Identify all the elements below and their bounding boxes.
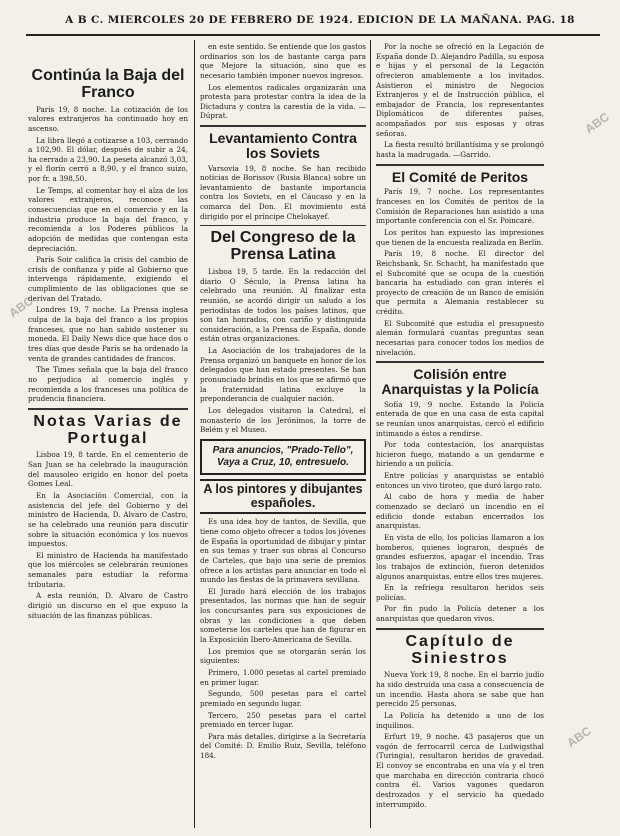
article-paragraph: Los peritos han expuesto las impresiones que tienen de la encuesta realizada en Berlín. xyxy=(376,227,544,247)
article-paragraph: Varsovia 19, 8 noche. Se han recibido noticias de Borissov (Rusia Blanca) sobre un levantamiento de bastante importancia contra los Soviets, en el Cáucaso y en la comarca del Don. El movimiento está dirigido por el príncipe Chelokayef. xyxy=(200,163,366,221)
article-paragraph: Nueva York 19, 8 noche. En el barrio judío ha sido destruida una casa a consecuencia de un incendio. Hasta ahora se sabe que han perecido 25 personas. xyxy=(376,670,544,709)
article-paragraph: Para más detalles, dirigirse a la Secretaría del Comité: D. Emilio Ruiz, Sevilla, teléfono 184. xyxy=(200,731,366,761)
article-paragraph: El Subcomité que estudia el presupuesto alemán formulará cuantas preguntas sean necesarias para conocer todos los medios de nivelación. xyxy=(376,318,544,357)
article-paragraph: Es una idea hoy de tantos, de Sevilla, que tiene como objeto ofrecer a todos los jóvenes de España la oportunidad de dibujar y pintar en sus temas y traer sus obras al Concurso de Carteles, que bajo una serie de premios ofrece a los artistas para anunciar en todo el mundo las fiestas de la primavera sevillana. xyxy=(200,517,366,585)
article-paragraph: Le Temps, al comentar hoy el alza de los valores extranjeros, reconoce las consecuencias que en el comercio y en la industria produce la baja del franco, y recomienda a los Poderes públicos la adopción de medidas que contengan esta depreciación. xyxy=(28,185,188,253)
article-paragraph: París 19, 7 noche. Los representantes franceses en los Comités de peritos de la Comisión de Reparaciones han asistido a una importante conferencia con el Sr. Poincaré. xyxy=(376,187,544,226)
article-paragraph: Por fin pudo la Policía detener a los anarquistas que quedaron vivos. xyxy=(376,604,544,624)
article-paragraph: La fiesta resultó brillantísima y se prolongó hasta la madrugada. —Garrido. xyxy=(376,140,544,160)
article-paragraph: en este sentido. Se entiende que los gastos ordinarios son los de bastante carga para que Mejore la situación, sino que es necesario también imponer nuevos ingresos. xyxy=(200,42,366,80)
abc-watermark: ABC xyxy=(6,293,36,321)
article-paragraph: La Policía ha detenido a uno de los inquilinos. xyxy=(376,710,544,730)
article-paragraph: En vista de ello, los policías llamaron a los bomberos, quienes lograron, después de grandes esfuerzos, apagar el incendio. Tras los trabajos de extinción, fueron detenidos algunos anarquistas, entre ellos tres mujeres. xyxy=(376,532,544,581)
header-rule xyxy=(26,34,600,36)
article-paragraph: La Asociación de los trabajadores de la Prensa organizó un banquete en honor de los delegados que han estado presentes. Se han pronunciado brindis en los que se afirmó que la fraternidad latina excluye la preponderancia de cualquier nación. xyxy=(200,346,366,404)
article-paragraph: Lisboa 19, 5 tarde. En la redacción del diario O Século, la Prensa latina ha celebrado una reunión. Al finalizar esta reunión, se acordó dirigir un saludo a los periodistas de todos los países latinos, que son tan honrados, con cariño y distinguida consideración, a la Prensa de España, donde están otras organizaciones. xyxy=(200,266,366,344)
article-paragraph: Por toda contestación, los anarquistas hicieron fuego, matando a un gendarme e hiriendo a un policía. xyxy=(376,440,544,469)
column-rule xyxy=(194,40,195,828)
section-divider xyxy=(28,408,188,410)
headline-soviets: Levantamiento Contra los Soviets xyxy=(209,130,357,161)
abc-watermark: ABC xyxy=(582,109,612,137)
article-paragraph: The Times señala que la baja del franco no perjudica al comercio inglés y recomienda a los franceses una política de prudencia financiera. xyxy=(28,365,188,404)
headline-portugal: Notas Varias de Portugal xyxy=(33,412,183,447)
article-paragraph: Los delegados visitaron la Catedral, el monasterio de los Jerónimos, la torre de Belém y el Museo. xyxy=(200,405,366,435)
article-paragraph: Erfurt 19, 9 noche. 43 pasajeros que un vagón de ferrocarril cerca de Ludwigsthal (Turingia), resultaron heridos de gravedad. El convoy se encontraba en una vía y el tren que marchaba en dirección contraria chocó contra él. Varios vagones quedaron destrozados y el servicio ha quedado interrumpido. xyxy=(376,732,544,809)
article-paragraph: Por la noche se ofreció en la Legación de España donde D. Alejandro Padilla, su esposa e hijas y el personal de la Legación ofrecieron amablemente a los invitados. Asistieron el ministro de Negocios Extranjeros y el de Instrucción pública, el embajador de Francia, los representantes Diplomáticos de diferentes países, acompañados por sus esposas y otras señoras. xyxy=(376,42,544,138)
article-paragraph: París 19, 8 noche. El director del Reichsbank, Sr. Schacht, ha manifestado que el Subcomité que se ocupa de la cuestión bancaria ha estudiado con gran interés el proyecto de creación de un Banco de emisión que permita a Alemania restablecer su crédito. xyxy=(376,249,544,317)
article-paragraph: El Jurado hará elección de los trabajos presentados, las normas que han de seguir los concursantes para sus exposiciones de obras y las condiciones a que deben someterse los carteles que han de figurar en la Exposición Ibero-Americana de Sevilla. xyxy=(200,586,366,645)
article-paragraph: París 19, 8 noche. La cotización de los valores extranjeros ha continuado hoy en ascenso. xyxy=(28,104,188,133)
article-paragraph: En la Asociación Comercial, con la asistencia del jefe del Gobierno y del ministro de Hacienda, D. Alvaro de Castro, se ha celebrado una reunión para discutir sobre la situación económica y los nuevos impuestos. xyxy=(28,490,188,549)
article-paragraph: El ministro de Hacienda ha manifestado que los miércoles se celebrarán reuniones semanales para estudiar la reforma tributaria. xyxy=(28,550,188,589)
headline-peritos: El Comité de Peritos xyxy=(391,168,529,185)
headline-prensa-latina: Del Congreso de la Prensa Latina xyxy=(210,229,356,264)
abc-watermark: ABC xyxy=(564,723,594,751)
section-divider xyxy=(200,125,366,127)
article-paragraph: París Soir califica la crisis del cambio de crisis de confianza y pide al Gobierno que intervenga rápidamente, exigiendo el cumplimiento de las obligaciones que se derivan del Tratado. xyxy=(28,255,188,303)
advertisement-box: Para anuncios, "Prado-Tello", Vaya a Cruz, 10, entresuelo. xyxy=(200,439,366,475)
article-paragraph: Lisboa 19, 8 tarde. En el cementerio de San Juan se ha celebrado la inauguración del mausoleo erigido en honor del poeta Gomes Leal. xyxy=(28,450,188,489)
section-divider xyxy=(376,361,544,363)
article-paragraph: Los elementos radicales organizarán una protesta para protestar contra la idea de la Dictadura y contra la carestía de la vida. —Dúprat. xyxy=(200,82,366,121)
article-paragraph: Sofía 19, 9 noche. Estando la Policía enterada de que en una casa de esta capital se reunían unos anarquistas, cercó el edificio intimando a éstos a rendirse. xyxy=(376,399,544,438)
article-paragraph: Tercero, 250 pesetas para el cartel premiado en tercer lugar. xyxy=(200,710,366,730)
article-paragraph: La libra llegó a cotizarse a 103, cerrando a 102,90. El dólar, después de subir a 24, ha cerrado a 23,90. La peseta alcanzó 3,03, y el florín cerró a 8,90, y el franco suizo, por fr. a 398,50. xyxy=(28,135,188,184)
headline-pintores: A los pintores y dibujantes españoles. xyxy=(200,479,366,515)
headline-anarquistas: Colisión entre Anarquistas y la Policía xyxy=(381,366,539,397)
headline-siniestros: Capítulo de Siniestros xyxy=(405,632,515,667)
column-2 xyxy=(200,42,366,828)
column-rule xyxy=(370,40,371,828)
article-paragraph: A esta reunión, D. Alvaro de Castro dirigió un discurso en el que expuso la situación de las finanzas públicas. xyxy=(28,591,188,620)
section-divider xyxy=(200,225,366,226)
column-3 xyxy=(376,42,544,828)
article-paragraph: Los premios que se otorgarán serán los siguientes: xyxy=(200,646,366,666)
article-paragraph: En la refriega resultaron heridos seis policías. xyxy=(376,583,544,602)
column-1 xyxy=(28,64,188,828)
article-paragraph: Primero, 1.000 pesetas al cartel premiado en primer lugar. xyxy=(200,667,366,687)
article-paragraph: Londres 19, 7 noche. La Prensa inglesa culpa de la baja del franco a los propios franceses, que no han sabido sostener su moneda. El Daily News dice que hace dos o tres días que desde París se ha ordenado la venta de grandes cantidades de francos. xyxy=(28,305,188,363)
section-divider xyxy=(376,164,544,166)
article-paragraph: Segundo, 500 pesetas para el cartel premiado en segundo lugar. xyxy=(200,689,366,708)
section-divider xyxy=(376,628,544,630)
article-paragraph: Entre policías y anarquistas se entabló entonces un vivo tiroteo, que duró largo rato. xyxy=(376,471,544,490)
headline-franco: Continúa la Baja del Franco xyxy=(31,67,185,101)
article-paragraph: Al cabo de hora y media de haber comenzado se declaró un incendio en el edificio donde estaban encerrados los anarquistas. xyxy=(376,492,544,531)
page-header: A B C. MIERCOLES 20 DE FEBRERO DE 1924. EDICION DE LA MAÑANA. PAG. 18 xyxy=(65,14,575,26)
